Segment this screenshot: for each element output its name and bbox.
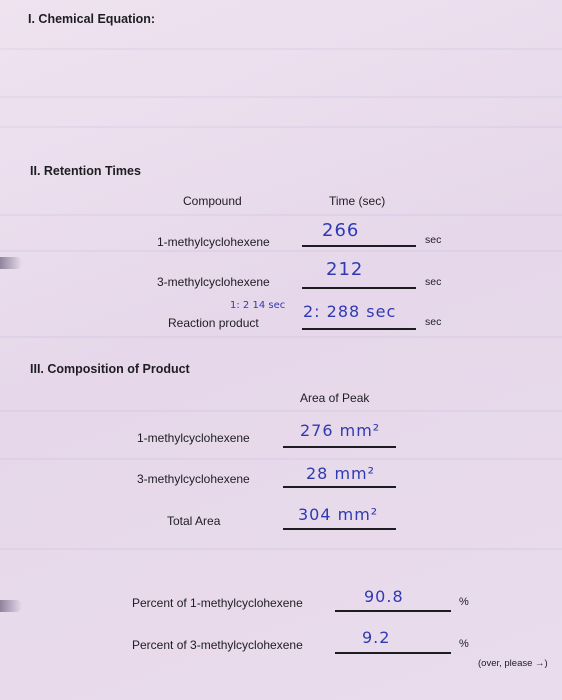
- percent-value-1-methylcyclohexene: 90.8: [364, 587, 404, 606]
- retention-value-1-methylcyclohexene: 266: [322, 220, 360, 241]
- percent-unit-2: %: [459, 638, 469, 650]
- area-value-total: 304 mm²: [298, 505, 379, 524]
- retention-answer-line-2: [302, 287, 416, 289]
- section-title-chemical-equation: I. Chemical Equation:: [28, 12, 156, 26]
- column-header-area: Area of Peak: [300, 391, 370, 405]
- area-label-1-methylcyclohexene: 1-methylcyclohexene: [137, 431, 250, 445]
- retention-value-reaction-product: 2: 288 sec: [303, 302, 397, 321]
- retention-value-3-methylcyclohexene: 212: [326, 259, 364, 280]
- column-header-time: Time (sec): [329, 194, 386, 208]
- retention-unit-3: sec: [425, 316, 442, 328]
- area-answer-line-1: [283, 446, 396, 448]
- area-value-3-methylcyclohexene: 28 mm²: [306, 464, 376, 483]
- footer-over-please: (over, please →): [478, 658, 548, 669]
- percent-answer-line-1: [335, 610, 451, 612]
- retention-answer-line-3: [302, 328, 416, 330]
- percent-answer-line-2: [335, 652, 451, 654]
- column-header-compound: Compound: [183, 194, 242, 208]
- retention-unit-2: sec: [425, 276, 442, 288]
- retention-label-1-methylcyclohexene: 1-methylcyclohexene: [157, 235, 270, 249]
- percent-value-3-methylcyclohexene: 9.2: [362, 628, 391, 647]
- retention-answer-line-1: [302, 245, 416, 247]
- percent-label-3-methylcyclohexene: Percent of 3-methylcyclohexene: [132, 638, 303, 652]
- retention-unit-1: sec: [425, 234, 442, 246]
- area-label-total: Total Area: [167, 514, 221, 528]
- area-answer-line-2: [283, 486, 396, 488]
- retention-label-reaction-product: Reaction product: [168, 316, 259, 330]
- section-title-composition: III. Composition of Product: [30, 362, 190, 376]
- section-title-retention-times: II. Retention Times: [30, 164, 141, 178]
- percent-label-1-methylcyclohexene: Percent of 1-methylcyclohexene: [132, 596, 303, 610]
- area-label-3-methylcyclohexene: 3-methylcyclohexene: [137, 472, 250, 486]
- percent-unit-1: %: [459, 596, 469, 608]
- area-answer-line-3: [283, 528, 396, 530]
- retention-note-reaction-product: 1: 2 14 sec: [230, 300, 286, 311]
- retention-label-3-methylcyclohexene: 3-methylcyclohexene: [157, 275, 270, 289]
- area-value-1-methylcyclohexene: 276 mm²: [300, 421, 381, 440]
